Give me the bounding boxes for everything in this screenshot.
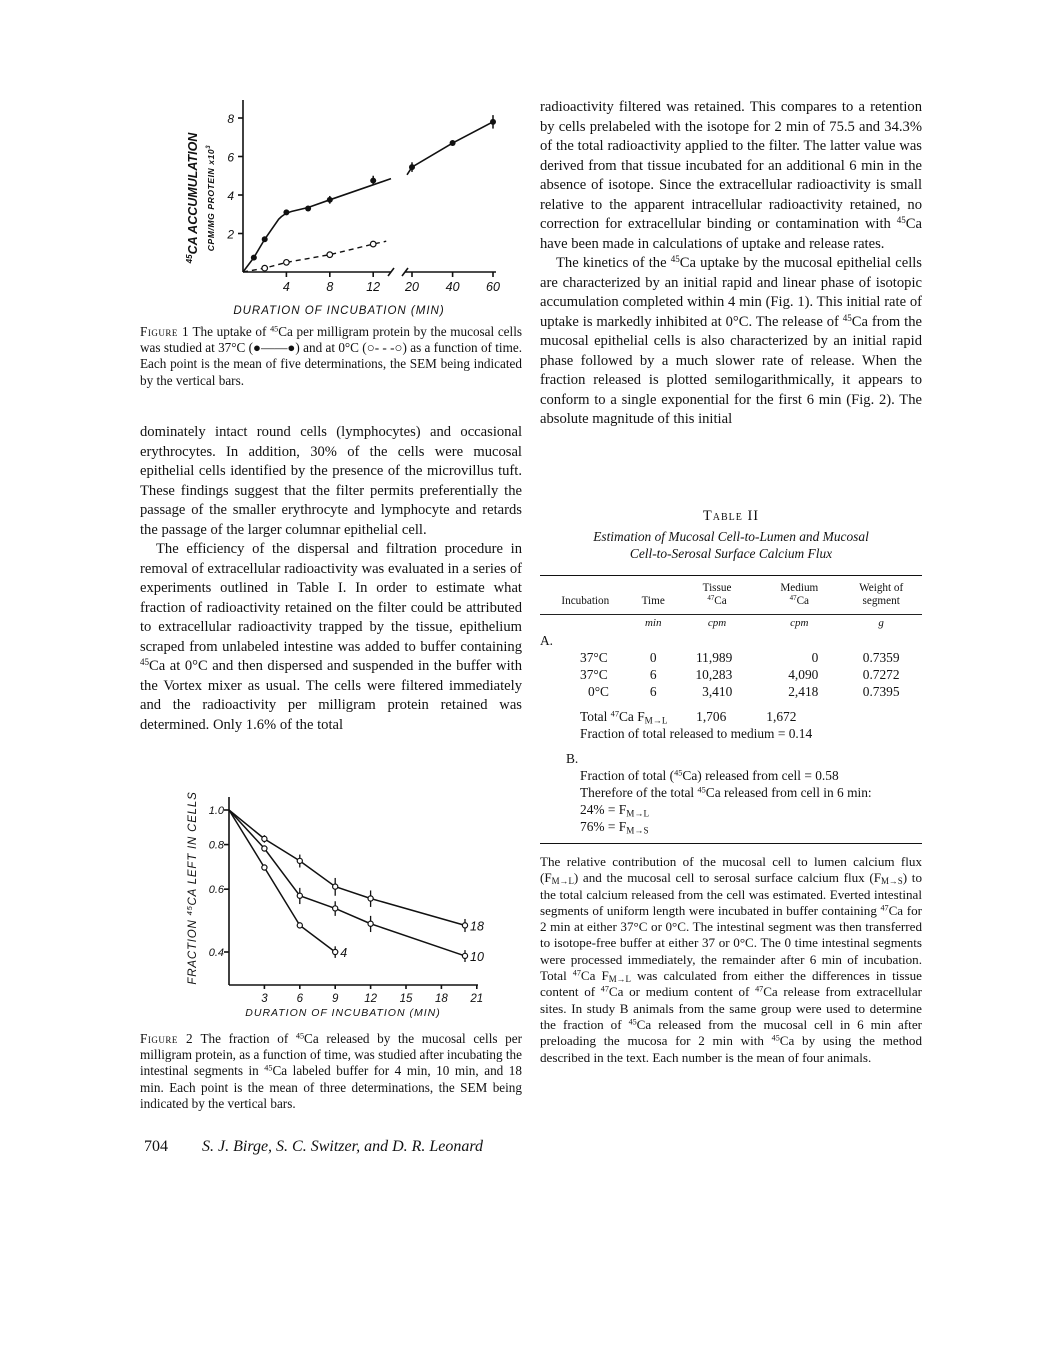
data-point-37c [283, 209, 289, 215]
data-point-10min [368, 921, 373, 926]
x-tick-label: 40 [445, 280, 460, 294]
data-point-37c [450, 140, 456, 146]
paragraph: The efficiency of the dispersal and filtration procedure in removal of extracellular radioactivity was evaluated in a series of experiments outlined in Table I. In order to estimate what fraction of radioactivity retained on the filter could be attributed to extracellular radioactivity trapped by the tissue, epithelium scraped from unlabeled intestine was added to buffer containing $^{45}$Ca at 0°C and then dispersed and suspended in the buffer with the Vortex mixer as usual. The cells were filtered immediately and the radioactivity per milligram protein retained was determined. Only 1.6% of the total [140, 541, 522, 733]
data-point-18min [262, 836, 267, 841]
table-2-grid [540, 576, 922, 843]
paragraph: dominately intact round cells (lymphocytes) and occasional erythrocytes. In addition, 30% of the cells were mucosal epithelial cells identified by the presence of the microvillus tuft. These findings suggest that the filter permits preferentially the passage of the smaller erythrocyte and lymphocyte and retards the passage of the larger columnar epithelial cell. [140, 424, 522, 538]
data-point-18min [368, 896, 373, 901]
figure-1-chart [160, 88, 520, 320]
column-header: Weight of segment [859, 582, 904, 607]
figure-1-caption: Figure 1 The uptake of $^{45}$Ca per milligram protein by the mucosal cells was studied at 37°C (●——●) and at 0°C (○- - -○) as a function of time. Each point is the mean of five determinations, the SEM being indicated by the vertical bars. [140, 324, 523, 388]
data-point-4min [333, 949, 338, 954]
data-point-18min [297, 858, 302, 863]
x-tick-label: 21 [470, 993, 484, 1005]
x-tick-label: 3 [261, 993, 268, 1005]
table-row: 0°C 6 3,410 2,418 0.7395 [588, 684, 900, 699]
data-point-18min [333, 884, 338, 889]
table-header-row [540, 576, 922, 615]
y-tick-label: 0.8 [208, 839, 224, 852]
figure-1-y-label: $^{45}$CA ACCUMULATION [185, 132, 200, 264]
section-b-line: Fraction of total ($^{45}$Ca) released from cell = 0.58 [580, 768, 839, 783]
data-point-10min [462, 953, 467, 958]
figure-2-x-label: DURATION OF INCUBATION (MIN) [245, 1007, 441, 1019]
total-row: Total $^{47}$Ca $F_{M\to L}$ 1,706 1,672 [580, 709, 797, 726]
x-tick-label: 4 [282, 280, 290, 294]
section-b-line: $24\% = F_{M\to L}$ [580, 802, 650, 819]
table-subtitle: Estimation of Mucosal Cell-to-Lumen and Mucosal Cell-to-Serosal Surface Calcium Flux [593, 529, 869, 561]
figure-1-y-sublabel: CPM/MG PROTEIN $x10^3$ [206, 144, 216, 252]
y-tick-label: 6 [227, 150, 234, 165]
x-tick-label: 15 [399, 993, 413, 1005]
figure-1-x-label: DURATION OF INCUBATION (MIN) [233, 305, 445, 317]
table-title: Table II [702, 508, 760, 524]
y-tick-label: 8 [227, 112, 234, 126]
data-point-0c [327, 252, 333, 258]
x-tick-label: 18 [435, 993, 448, 1005]
x-tick-label: 20 [405, 280, 419, 294]
table-row: 37°C 0 11,989 0 0.7359 [580, 650, 900, 665]
series-37c-line-right [407, 122, 493, 175]
series-37c-line-left [243, 179, 391, 272]
data-point-10min [333, 906, 338, 911]
series-label-10min: 10 [470, 949, 484, 964]
data-point-37c [305, 205, 311, 211]
paragraph: radioactivity filtered was retained. This compares to a retention by cells prelabeled with the isotope for 2 min of 75.5 and 34.3% of the total radioactivity applied to the filter. The latter value was derived from that tissue incubated for an additional 6 min in the absence of isotope. Since the extracellular radioactivity is small relative to the apparent intracellular radioactivity retained, no correction for extracellular binding or contamination with $^{45}$Ca have been made in calculations of uptake and release rates. [540, 99, 922, 252]
paragraph: The kinetics of the $^{45}$Ca uptake by the mucosal epithelial cells are characterized by an initial rapid and linear phase of isotopic accumulation completed within 4 min (Fig. 1). This initial rate of uptake is markedly inhibited at 0°C. The release of $^{45}$Ca from the mucosal epithelial cells is also characterized by an initial rapid phase followed by a much slower rate of release. When the fraction released is plotted semilogarithmically, it appears to conform to a single exponential for the first 6 min (Fig. 2). The absolute magnitude of this initial [540, 254, 922, 427]
column-header: Medium $^{47}$Ca [780, 582, 819, 607]
table-row: 37°C 6 10,283 4,090 0.7272 [580, 667, 900, 682]
figure-1-axes [226, 100, 500, 294]
y-tick-label: 0.6 [208, 884, 224, 897]
data-point-0c [262, 265, 268, 271]
series-line-4min [229, 810, 335, 952]
data-point-37c [251, 255, 257, 261]
x-tick-label: 9 [331, 993, 339, 1005]
series-line-10min [229, 810, 465, 956]
data-point-4min [297, 923, 302, 928]
y-tick-label: 4 [227, 189, 234, 203]
figure-2-marks [229, 810, 484, 964]
figure-2-axes [209, 797, 483, 1005]
page-footer [144, 1138, 483, 1156]
data-point-10min [297, 893, 302, 898]
column-header: Time [641, 595, 665, 607]
footer-authors: S. J. Birge, S. C. Switzer, and D. R. Leonard [202, 1138, 484, 1155]
column-header: Incubation [561, 595, 610, 607]
figure-2-caption: Figure 2 The fraction of $^{45}$Ca released by the mucosal cells per milligram protein, as a function of time, was studied after incubating the intestinal segments in $^{45}$Ca labeled buffer for 4 min, 10 min, and 18 min. Each point is the mean of three determinations, the SEM being indicated by the vertical bars. [140, 1031, 522, 1111]
page-number: 704 [144, 1138, 168, 1155]
figure-2-y-label: FRACTION $^{45}$CA LEFT IN CELLS [185, 791, 199, 985]
column-header: Tissue $^{47}$Ca [702, 582, 732, 607]
table-2 [540, 508, 922, 1066]
section-label-row: B. [566, 751, 579, 766]
x-tick-label: 12 [364, 993, 377, 1005]
series-label-4min: 4 [340, 946, 348, 960]
data-point-10min [262, 846, 267, 851]
data-point-4min [262, 865, 267, 870]
y-tick-label: 2 [227, 227, 234, 242]
units-row: min cpm cpm g [644, 617, 884, 629]
y-tick-label: 1.0 [208, 805, 224, 817]
section-b-line: Therefore of the total $^{45}$Ca released from cell in 6 min: [580, 785, 872, 800]
data-point-18min [462, 923, 467, 928]
x-tick-label: 12 [366, 280, 381, 294]
section-b-line: $76\% = F_{M\to S}$ [580, 819, 649, 836]
y-tick-label: 0.4 [208, 947, 224, 959]
figure-2-chart [170, 780, 500, 1025]
figure-2-caption-label: Figure 2 [140, 1031, 194, 1046]
series-label-18min: 18 [470, 919, 484, 934]
x-tick-label: 6 [296, 993, 304, 1005]
figure-1-marks [243, 115, 496, 272]
data-point-0c [370, 241, 376, 247]
data-point-0c [284, 260, 290, 266]
table-2-footnote: The relative contribution of the mucosal cell to lumen calcium flux $(F_{M\to L})$ and the mucosal cell to serosal surface calcium flux $(F_{M\to S})$ to the total calcium released from the cell was estimated. Everted intestinal segments of uniform length were incubated in buffer containing $^{47}$Ca for 2 min at either 37°C or 0°C. The intestinal segment was then transferred to isotope-free buffer at either 37 or 0°C. The 0 time intestinal segments were processed immediately, the remainder after 6 min of incubation. Total $^{47}$Ca $F_{M\to L}$ was calculated from either the differences in tissue content of $^{47}$Ca or medium content of $^{47}$Ca release from extracellular sites. In study B animals from the same group were used to determine the fraction of $^{45}$Ca released from the mucosal cell in 6 min after preloading the mucosa for 2 min with $^{45}$Ca by using the method described in the text. Each number is the mean of four animals. [540, 854, 922, 1065]
data-point-37c [262, 236, 268, 242]
figure-1-caption-label: Figure 1 [140, 324, 190, 339]
right-column-text [540, 98, 922, 430]
fraction-medium-row: Fraction of total released to medium = 0.14 [580, 726, 813, 741]
left-column-text [140, 423, 522, 735]
x-tick-label: 60 [486, 280, 500, 294]
section-label-row: A. [540, 633, 554, 648]
x-tick-label: 8 [326, 280, 334, 294]
